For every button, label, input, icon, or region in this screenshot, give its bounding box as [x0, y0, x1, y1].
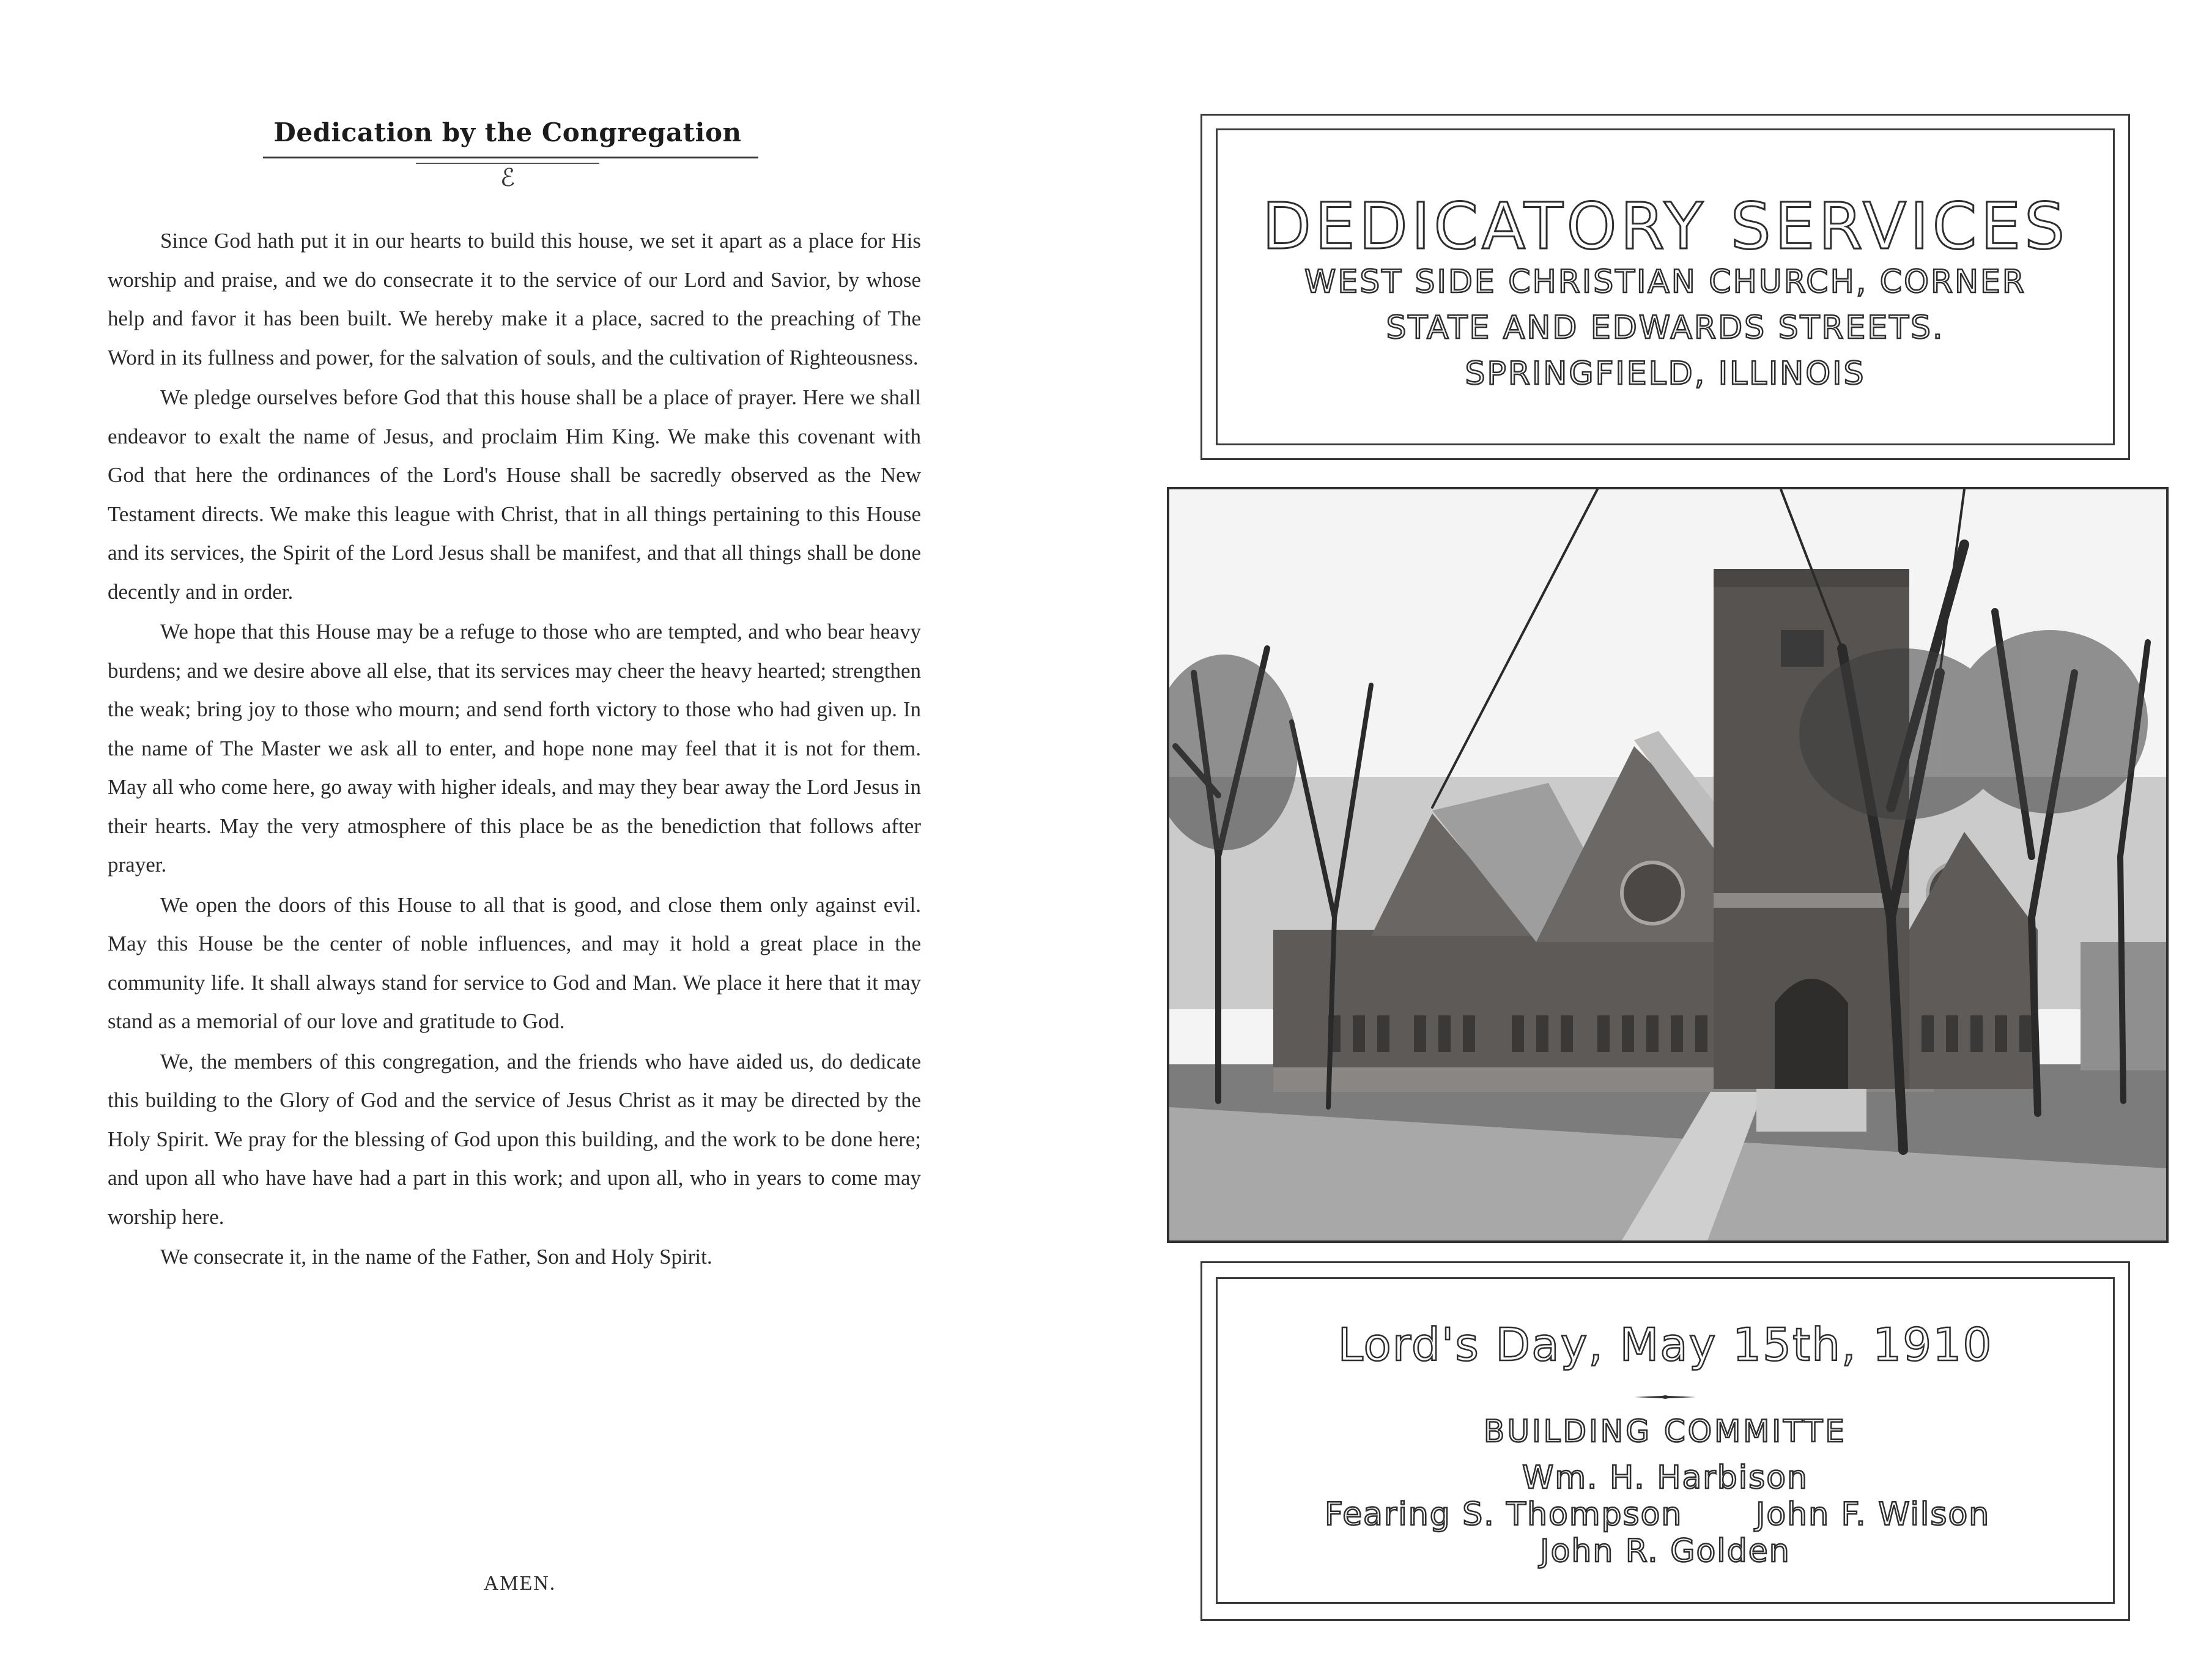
header-frame [1216, 128, 2115, 445]
consecration-text: We consecrate it, in the name of the Father, Son and Holy Spirit. [160, 1245, 712, 1269]
committee-member: John R. Golden [1540, 1533, 1791, 1570]
committee-member: Fearing S. Thompson [1325, 1496, 1683, 1533]
ornament-icon: ℰ [500, 164, 516, 192]
date-frame [1216, 1277, 2115, 1604]
church-city: SPRINGFIELD, ILLINOIS [1465, 355, 1866, 392]
church-photograph [1167, 487, 2169, 1243]
service-date: Lord's Day, May 15th, 1910 [1337, 1319, 1993, 1371]
services-title: DEDICATORY SERVICES [1262, 189, 2069, 264]
left-page [0, 0, 1095, 1676]
church-name: WEST SIDE CHRISTIAN CHURCH, CORNER [1304, 264, 2027, 300]
paragraph: Since God hath put it in our hearts to build this house, we set it apart as a place for His worship and praise, and we do consecrate it to the service of our Lord and Savior, by whose help and favor it has been built. We hereby make it a place, sacred to the preaching of The Word in its fullness and power, for the salvation of souls, and the cultivation of Righteousness. [108, 229, 921, 369]
title-rule [263, 157, 758, 158]
committee-heading: BUILDING COMMITTE [1484, 1414, 1847, 1449]
paragraph: We open the doors of this House to all that is good, and close them only against evil. May this House be the center of noble influences, and may it hold a great place in the community life. It shall always stand for service to God and Man. We place it here that it may stand as a memorial of our love and gratitude to God. [108, 892, 921, 1033]
committee-member: John F. Wilson [1756, 1496, 1991, 1533]
amen: AMEN. [483, 1572, 557, 1595]
page-title: Dedication by the Congregation [273, 117, 742, 147]
divider-ornament-icon [1635, 1395, 1696, 1399]
paragraph: We hope that this House may be a refuge to those who are tempted, and who bear heavy burdens; and we desire above all else, that its services may cheer the heavy hearted; strengthen the weak; bring joy to those who mourn; and send forth victory to those who had given up. In the name of The Master we ask all to enter, and hope none may feel that it is not for them. May all who come here, go away with higher ideals, and may they bear away the Lord Jesus in their hearts. May the very atmosphere of this place be as the benediction that follows after prayer. [108, 620, 921, 877]
paragraph: We, the members of this congregation, and the friends who have aided us, do dedicate this building to the Glory of God and the service of Jesus Christ as it may be directed by the Holy Spirit. We pray for the blessing of God upon this building, and the work to be done here; and upon all who have have had a part in this work; and upon all, who in years to come may worship here. [108, 1049, 921, 1229]
consecration-paragraph [108, 1237, 921, 1277]
paragraph: We pledge ourselves before God that this house shall be a place of prayer. Here we shall endeavor to exalt the name of Jesus, and proclaim Him King. We make this covenant with God that here the ordinances of the Lord's House shall be sacredly observed as the New Testament directs. We make this league with Christ, that in all things pertaining to this House and its services, the Spirit of the Lord Jesus shall be manifest, and that all things shall be done decently and in order. [108, 385, 921, 604]
church-streets: STATE AND EDWARDS STREETS. [1386, 310, 1945, 346]
committee-member: Wm. H. Harbison [1522, 1459, 1809, 1496]
dedication-text [108, 221, 921, 1277]
